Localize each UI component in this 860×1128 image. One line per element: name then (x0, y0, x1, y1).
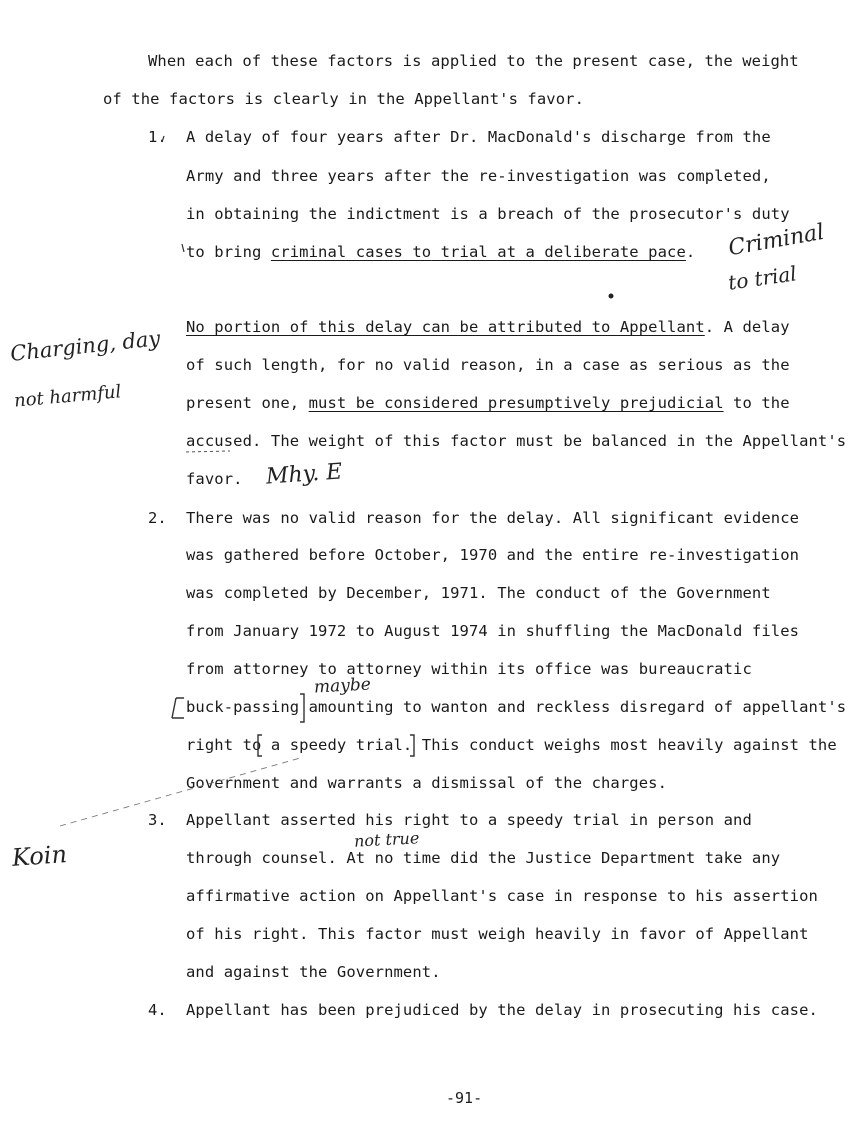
item-3-line-5: and against the Government. (186, 963, 441, 981)
item-1-para-2-line-2: of such length, for no valid reason, in a case as serious as the (186, 356, 790, 374)
item-1-line-4-underlined: criminal cases to (270, 243, 432, 261)
handwritten-margin-koin: Koin (11, 840, 68, 872)
item-2-line-4: from January 1972 to August 1974 in shuffling the MacDonald files (186, 622, 800, 640)
item-3-number: 3. (148, 811, 167, 829)
item-1-para-2-line-1-end: . A delay (704, 318, 790, 336)
item-3-line-3: affirmative action on Appellant's case in response to his assertion (186, 887, 818, 905)
item-1-line-1: A delay of four years after Dr. MacDonald's discharge from the (186, 128, 771, 146)
bracket-left-mark (172, 698, 184, 718)
item-3-line-1: Appellant asserted his right to a speedy trial in person and (186, 811, 752, 829)
item-2-line-5: from attorney to attorney within its office was bureaucratic (186, 660, 752, 678)
item-1-line-4-mid: trial at a deliberate pace (431, 243, 686, 261)
ink-tick-mark (182, 244, 184, 252)
item-1-para-2-line-1 (186, 317, 790, 337)
item-1-line-4 (186, 242, 695, 262)
item-1-number: 1. (148, 128, 167, 146)
item-3-line-2: through counsel. At no time did the Justice Department take any (186, 849, 781, 867)
handwritten-margin-not-harmful: not harmful (13, 381, 123, 412)
handwritten-not-true: not true (353, 828, 420, 851)
item-4-line-1: Appellant has been prejudiced by the delay in prosecuting his case. (186, 1001, 818, 1019)
ink-underline-accused (186, 451, 230, 452)
item-4-number: 4. (148, 1001, 167, 1019)
handwritten-maybe: maybe (313, 674, 372, 698)
item-2-line-6: buck-passing amounting to wanton and reckless disregard of appellant's (186, 698, 847, 716)
item-1-line-4-end: . (685, 243, 696, 261)
item-1-para-2-line-3-end: to the (723, 394, 790, 412)
item-2-number: 2. (148, 509, 167, 527)
item-2-line-2: was gathered before October, 1970 and the entire re-investigation (186, 546, 800, 564)
item-2-line-7: right to a speedy trial. This conduct weighs most heavily against the (186, 736, 837, 754)
item-1-para-2-line-3 (186, 393, 790, 413)
item-1-para-2-line-3-prefix: present one, (186, 394, 309, 412)
item-1-line-4-prefix: to bring (186, 243, 271, 261)
item-2-line-3: was completed by December, 1971. The conduct of the Government (186, 584, 771, 602)
intro-line-1: When each of these factors is applied to the present case, the weight (148, 52, 799, 70)
item-1-line-2: Army and three years after the re-investigation was completed, (186, 167, 771, 185)
item-1-para-2-line-3-underlined: must be considered presumptively prejudicial (308, 394, 724, 412)
item-3-line-4: of his right. This factor must weigh heavily in favor of Appellant (186, 925, 809, 943)
item-2-line-1: There was no valid reason for the delay. All significant evidence (186, 509, 800, 527)
item-1-para-2-line-4: accused. The weight of this factor must be balanced in the Appellant's (186, 432, 847, 450)
item-1-para-2-line-5: favor. (186, 470, 243, 488)
intro-line-2: of the factors is clearly in the Appellant's favor. (103, 90, 585, 108)
item-1-line-3: in obtaining the indictment is a breach of the prosecutor's duty (186, 205, 790, 223)
item-2-line-8: Government and warrants a dismissal of the charges. (186, 774, 668, 792)
ink-dot (609, 294, 614, 299)
handwritten-note-to-trial: to trial (726, 261, 799, 295)
page-number: -91- (446, 1089, 483, 1107)
handwritten-note-criminal: Criminal (726, 219, 827, 262)
handwritten-favor-note: Mhy. E (265, 459, 344, 490)
item-1-para-2-underlined: No portion of this delay can be attributed to Appellant (186, 318, 705, 336)
handwritten-margin-charging: Charging, day (9, 326, 162, 366)
